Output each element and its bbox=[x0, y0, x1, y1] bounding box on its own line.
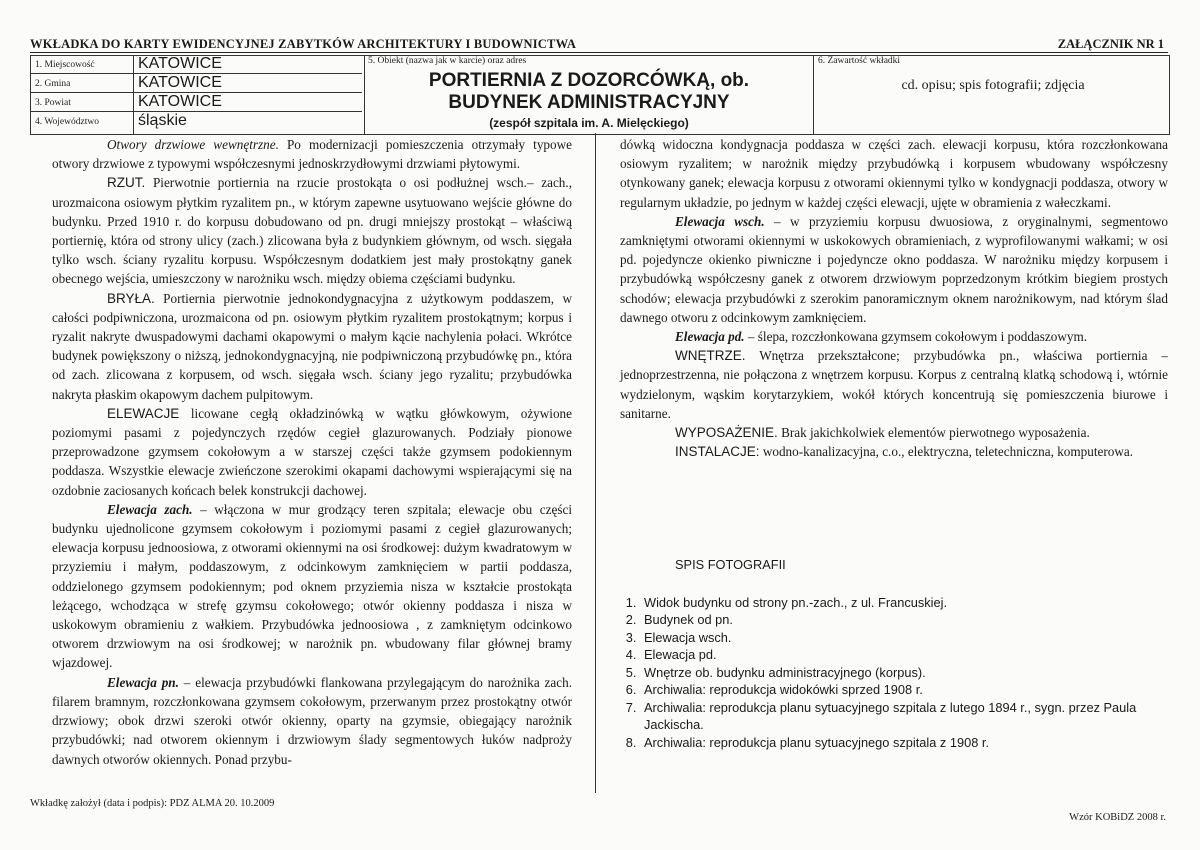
location-row-voivodeship bbox=[30, 113, 362, 130]
location-row-commune bbox=[30, 75, 362, 93]
paragraph-interior-doors bbox=[52, 135, 572, 173]
photo-list bbox=[620, 556, 1170, 751]
text-facades: licowane cegłą okładzinówką w wątku główkowym, ożywione poziomymi pasami z pojedynczych rzędów cegieł glazurowanych. Podziały pionowe przeprowadzone gzymsem cokołowym a w starszej części także gzymsem podokiennym poddasza. Wszystkie elewacje zwieńczone szerokimi okapami dachowymi wspierającymi się na ozdobnie zaciosanych końcach belek konstrukcji dachowej. bbox=[52, 405, 572, 498]
heading-equipment: WYPOSAŻENIE. bbox=[675, 425, 778, 441]
text-south-facade: – ślepa, rozczłonkowana gzymsem cokołowym i poddaszowym. bbox=[744, 329, 1088, 345]
object-name-line1: PORTIERNIA Z DOZORCÓWKĄ, ob. bbox=[428, 70, 750, 91]
heading-facades: ELEWACJE bbox=[107, 405, 180, 421]
contents-value: cd. opisu; spis fotografii; zdjęcia bbox=[901, 78, 1085, 93]
contents-label: 6. Zawartość wkładki bbox=[818, 56, 901, 66]
town-value: KATOWICE bbox=[138, 55, 222, 72]
photo-item: 6. Archiwalia: reprodukcja widokówki sprzed 1908 r. bbox=[640, 681, 1170, 699]
heading-mass: BRYŁA. bbox=[107, 290, 155, 306]
document-title: WKŁADKA DO KARTY EWIDENCYJNEJ ZABYTKÓW ARCHITEKTURY I BUDOWNICTWA bbox=[30, 37, 577, 51]
paragraph-plan bbox=[52, 173, 572, 288]
footer-template: Wzór KOBiDZ 2008 r. bbox=[1069, 812, 1166, 823]
photo-items bbox=[620, 594, 1170, 752]
photo-item: 3. Elewacja wsch. bbox=[640, 629, 1170, 647]
paragraph-north-facade bbox=[52, 673, 572, 769]
object-complex: (zespół szpitala im. A. Mielęckiego) bbox=[489, 116, 689, 130]
paragraph-mass bbox=[52, 289, 572, 404]
paragraph-interior bbox=[620, 346, 1168, 423]
heading-south-facade: Elewacja pd. bbox=[675, 329, 745, 345]
header-rule bbox=[30, 52, 1168, 53]
photo-item: 5. Wnętrze ob. budynku administracyjnego (korpus). bbox=[640, 664, 1170, 682]
commune-value: KATOWICE bbox=[138, 74, 222, 91]
text-equipment: Brak jakichkolwiek elementów pierwotnego wyposażenia. bbox=[777, 425, 1090, 441]
location-row-town bbox=[30, 56, 362, 74]
heading-plan: RZUT. bbox=[107, 175, 146, 191]
left-column-text bbox=[52, 135, 572, 769]
column-divider bbox=[595, 133, 596, 793]
voivodeship-label: 4. Województwo bbox=[35, 117, 99, 127]
photo-item: 2. Budynek od pn. bbox=[640, 611, 1170, 629]
heading-interior-doors: Otwory drzwiowe wewnętrzne. bbox=[107, 137, 279, 152]
form-divider-2 bbox=[813, 55, 814, 135]
commune-label: 2. Gmina bbox=[35, 79, 71, 89]
text-interior-doors: Po modernizacji pomieszczenia otrzymały typowe otwory drzwiowe z typowymi współczesnymi jednoskrzydłowymi drzwiami płytowymi. bbox=[52, 137, 573, 172]
object-label: 5. Obiekt (nazwa jak w karcie) oraz adres bbox=[368, 56, 527, 66]
photo-list-title: SPIS FOTOGRAFII bbox=[675, 557, 786, 572]
heading-installations: INSTALACJE: bbox=[675, 444, 760, 460]
paragraph-west-facade bbox=[52, 500, 572, 673]
paragraph-east-facade bbox=[620, 212, 1168, 327]
photo-item: 8. Archiwalia: reprodukcja planu sytuacyjnego szpitala z 1908 r. bbox=[640, 734, 1170, 752]
heading-north-facade: Elewacja pn. bbox=[107, 674, 179, 690]
text-interior: Wnętrza przekształcone; przybudówka pn., właściwa portiernia – jednoprzestrzenna, nie połączona z wnętrzem korpusu. Korpus z centralną klatką schodową i, wtórnie wydzielonym, wąskim korytarzykiem, wokół których koncentrują się pomieszczenia biurowe i sanitarne. bbox=[620, 348, 1168, 421]
text-installations: wodno-kanalizacyjna, c.o., elektryczna, teletechniczna, komputerowa. bbox=[759, 444, 1134, 460]
photo-item: 1. Widok budynku od strony pn.-zach., z ul. Francuskiej. bbox=[640, 594, 1170, 612]
paragraph-facades bbox=[52, 404, 572, 500]
object-name-line2: BUDYNEK ADMINISTRACYJNY bbox=[448, 92, 730, 113]
paragraph-north-facade-cont: dówką widoczna kondygnacja poddasza w części zach. elewacji korpusu, która rozczłonkowana osiowym ryzalitem; w narożnik między przybudówką i korpusem wbudowany współczesny otynkowany ganek; elewacja korpusu z otworami okiennymi tylko w kondygnacji poddasza, otwory w regularnym układzie, po jednym w każdej części elewacji, ujęte w obramienia z wałeczkami. bbox=[620, 137, 1168, 210]
heading-interior: WNĘTRZE. bbox=[675, 348, 746, 364]
paragraph-south-facade bbox=[620, 327, 1168, 346]
object-name bbox=[365, 70, 813, 114]
footer-author: Wkładkę założył (data i podpis): PDZ ALMA 20. 10.2009 bbox=[30, 798, 275, 809]
heading-west-facade: Elewacja zach. bbox=[107, 501, 193, 517]
text-north-facade: – elewacja przybudówki flankowana przylegającym do narożnika zach. filarem bramnym, rozczłonkowana gzymsem cokołowym, przerwanym przez prostokątny otwór drzwiowy; obok drzwi szeroki otwór okienny, oparty na gzymsie, obiegający narożnik przybudówki; nad otworem okiennym i drzwiowym ślady segmentowych łuków nadproży dawnych otworów okiennych. Ponad przybu- bbox=[52, 674, 572, 767]
attachment-number: ZAŁĄCZNIK NR 1 bbox=[1057, 37, 1164, 51]
heading-east-facade: Elewacja wsch. bbox=[675, 213, 765, 229]
text-mass: Portiernia pierwotnie jednokondygnacyjna z użytkowym poddaszem, w całości podpiwniczona, urozmaicona od pn. osiowym płytkim ryzalitem prostokątnym; korpus i ryzalit nakryte dwuspadowymi dachami okapowymi o małym kącie nachylenia połaci. Wkrótce budynek powiększony o niższą, jednokondygnacyjną, nie podpiwniczoną przybudówkę pn., która od zach. zlicowana z korpusem, od wsch. sięgała wsch. ściany jego ryzalitu; przybudówka nakryta płaskim okapowym dachem pulpitowym. bbox=[52, 290, 572, 402]
text-plan: Pierwotnie portiernia na rzucie prostokąta o osi podłużnej wsch.– zach., urozmaicona osiowym płytkim ryzalitem pn., w którym zapewne usytuowano wejście główne do budynku. Przed 1910 r. do korpusu dobudowano od pn. drugi mniejszy prostokąt – właściwą portiernię, która od strony ulicy (zach.) zlicowana była z budynkiem głównym, od wsch. sięgała tylko wsch. ściany ryzalitu korpusu. Współczesnym dodatkiem jest mały prostokątny ganek obecnego wejścia, umieszczony w narożniku wsch. między obiema częściami budynku. bbox=[52, 175, 572, 287]
text-east-facade: – w przyziemiu korpusu dwuosiowa, z oryginalnymi, segmentowo zamkniętymi otworami okiennymi w uskokowych obramieniach, z wyprofilowanymi wałkami; w osi pd. pojedyncze okienko piwniczne i pojedyncze okno poddasza. W narożniku między korpusem i przybudówką współczesny ganek z otworem drzwiowym poprzedzonym krótkim biegiem prostych schodów; elewacja przybudówki z szerokim panoramicznym oknem narożnikowym, nad którym ślad dawnego otworu z odcinkowym zamknięciem. bbox=[620, 213, 1168, 325]
county-value: KATOWICE bbox=[138, 93, 222, 110]
voivodeship-value: śląskie bbox=[138, 112, 187, 129]
county-label: 3. Powiat bbox=[35, 98, 71, 108]
town-label: 1. Miejscowość bbox=[35, 60, 95, 70]
paragraph-installations bbox=[620, 442, 1168, 461]
photo-item: 7. Archiwalia: reprodukcja planu sytuacyjnego szpitala z lutego 1894 r., sygn. przez Paula Jackischa. bbox=[640, 699, 1170, 734]
location-row-county bbox=[30, 94, 362, 112]
photo-item: 4. Elewacja pd. bbox=[640, 646, 1170, 664]
text-west-facade: – włączona w mur grodzący teren szpitala; elewacje obu części budynku ujednolicone gzymsem cokołowym i poziomymi pasami z cegieł glazurowanych; elewacja korpusu jednoosiowa, z otworami okiennymi na osi środkowej: dużym kwadratowym w przyziemiu i małym, poddaszowym, z odcinkowym zamknięciem w partii poddasza, oddzielonego gzymsem podokiennym; pod oknem przyziemia nisza w kształcie prostokąta leżącego, wchodząca w strefę gzymsu cokołowego; otwór okienny poddasza i nisza w uskokowym obramieniu z wałkiem. Przybudówka jednoosiowa , z zamkniętym odcinkowo otworem drzwiowym na osi środkowej; w narożnik pn. wbudowany filar głównej bramy wjazdowej. bbox=[52, 501, 572, 671]
right-column-text bbox=[620, 135, 1168, 461]
paragraph-equipment bbox=[620, 423, 1168, 442]
